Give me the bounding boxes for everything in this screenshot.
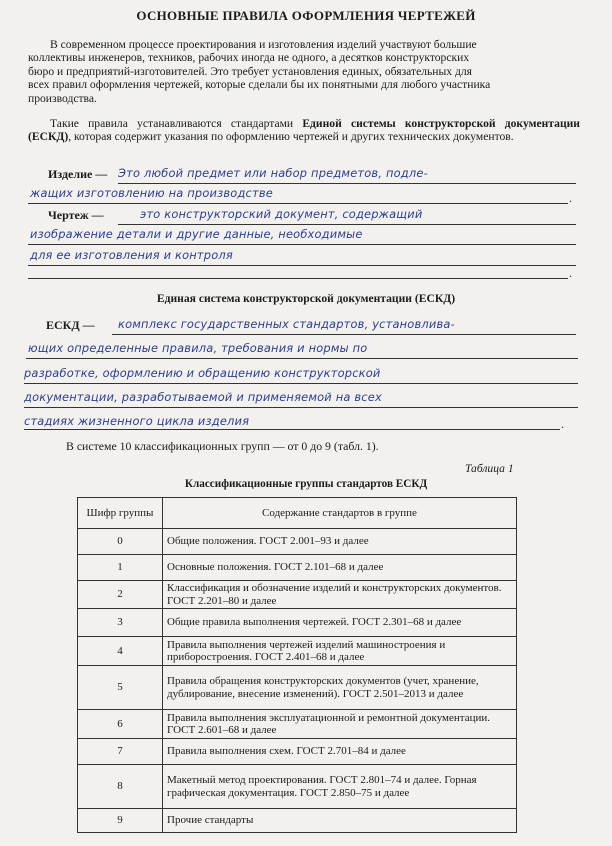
chertezh-handwriting-line: для ее изготовления и контроля — [30, 248, 233, 262]
eskd-subtitle: Единая система конструкторской документации (ЕСКД) — [156, 292, 456, 305]
cell-code: 6 — [78, 710, 163, 739]
cell-content: Правила выполнения схем. ГОСТ 2.701–84 и далее — [163, 739, 517, 765]
table-row — [78, 609, 517, 637]
table-row — [78, 637, 517, 666]
eskd-rule — [24, 407, 578, 408]
chertezh-rule — [118, 224, 576, 225]
chertezh-handwriting-line: это конструкторский документ, содержащий — [140, 207, 423, 221]
intro-line: всех правил оформления чертежей, которые сделали бы их понятными для любого участника — [28, 78, 491, 92]
header-code: Шифр группы — [78, 498, 163, 529]
cell-content: Правила обращения конструкторских документов (учет, хранение, дублирование, внесение изменений). ГОСТ 2.501–2013 и далее — [163, 666, 517, 710]
eskd-rule — [24, 383, 578, 384]
table-row — [78, 765, 517, 809]
cell-code: 2 — [78, 581, 163, 609]
table-row — [78, 555, 517, 581]
eskd-label: ЕСКД — — [46, 318, 95, 332]
cell-code: 7 — [78, 739, 163, 765]
chertezh-handwriting-line: изображение детали и другие данные, необходимые — [30, 227, 363, 241]
chertezh-rule — [28, 278, 568, 279]
intro-line: коллективы инженеров, техников, рабочих иногда не одного, а десятков конструкторских — [28, 51, 470, 65]
izdelie-end: . — [569, 191, 572, 205]
eskd-handwriting-line: разработке, оформлению и обращению конструкторской — [24, 366, 381, 380]
eskd-handwriting-line: ющих определенные правила, требования и нормы по — [28, 341, 368, 355]
table-row — [78, 739, 517, 765]
intro-line: В современном процессе проектирования и изготовления изделий участвуют большие — [50, 38, 477, 51]
table-caption: Таблица 1 — [465, 462, 514, 475]
cell-code: 5 — [78, 666, 163, 710]
cell-content: Правила выполнения чертежей изделий машиностроения и приборостроения. ГОСТ 2.401–68 и далее — [163, 637, 517, 666]
cell-code: 9 — [78, 809, 163, 833]
cell-content: Общие положения. ГОСТ 2.001–93 и далее — [163, 529, 517, 555]
izdelie-label: Изделие — — [48, 167, 108, 181]
izdelie-rule — [118, 183, 576, 184]
standards-paragraph — [28, 117, 580, 144]
page-title: ОСНОВНЫЕ ПРАВИЛА ОФОРМЛЕНИЯ ЧЕРТЕЖЕЙ — [136, 8, 476, 23]
table-row — [78, 581, 517, 609]
cell-code: 0 — [78, 529, 163, 555]
cell-code: 4 — [78, 637, 163, 666]
eskd-end: . — [561, 417, 564, 431]
cell-code: 1 — [78, 555, 163, 581]
chertezh-rule — [28, 244, 576, 245]
cell-content: Прочие стандарты — [163, 809, 517, 833]
table-title: Классификационные группы стандартов ЕСКД — [184, 478, 428, 490]
chertezh-label: Чертеж — — [48, 208, 104, 222]
table-row — [78, 809, 517, 833]
cell-content: Общие правила выполнения чертежей. ГОСТ 2.301–68 и далее — [163, 609, 517, 637]
table-row — [78, 710, 517, 739]
intro-paragraph — [28, 38, 580, 105]
intro-line: производства. — [28, 91, 97, 105]
cell-code: 3 — [78, 609, 163, 637]
izdelie-rule — [28, 203, 568, 204]
cell-content: Классификация и обозначение изделий и конструкторских документов. ГОСТ 2.201–80 и далее — [163, 581, 517, 609]
classification-table — [77, 497, 517, 833]
eskd-handwriting-line: стадиях жизненного цикла изделия — [24, 414, 250, 428]
cell-content: Основные положения. ГОСТ 2.101–68 и далее — [163, 555, 517, 581]
cell-content: Правила выполнения эксплуатационной и ремонтной документации. ГОСТ 2.601–68 и далее — [163, 710, 517, 739]
cell-code: 8 — [78, 765, 163, 809]
eskd-handwriting-line: комплекс государственных стандартов, установлива- — [118, 317, 455, 331]
eskd-handwriting-line: документации, разработываемой и применяемой на всех — [24, 390, 382, 404]
standards-eskd-bold: Единой системы конструкторской документации (ЕСКД) — [28, 117, 580, 144]
eskd-rule — [26, 358, 578, 359]
header-content: Содержание стандартов в группе — [163, 498, 517, 529]
izdelie-handwriting-line: Это любой предмет или набор предметов, подле- — [118, 166, 428, 180]
cell-content: Макетный метод проектирования. ГОСТ 2.801–74 и далее. Горная графическая документация. ГОСТ 2.850–75 и далее — [163, 765, 517, 809]
table-row — [78, 529, 517, 555]
table-header-row — [78, 498, 517, 529]
izdelie-handwriting-line: жащих изготовлению на производстве — [30, 186, 273, 200]
intro-line: бюро и предприятий-изготовителей. Это требует установления единых, обязательных для — [28, 64, 473, 78]
eskd-rule — [112, 334, 576, 335]
system-groups-line: В системе 10 классификационных групп — от 0 до 9 (табл. 1). — [66, 439, 379, 453]
standards-text-2: , которая содержит указания по оформлению чертежей и других технических документов. — [68, 130, 514, 144]
standards-text-1: Такие правила устанавливаются стандартами — [50, 117, 294, 130]
chertezh-rule — [28, 265, 576, 266]
table-row — [78, 666, 517, 710]
eskd-rule — [24, 429, 560, 430]
chertezh-end: . — [569, 266, 572, 280]
